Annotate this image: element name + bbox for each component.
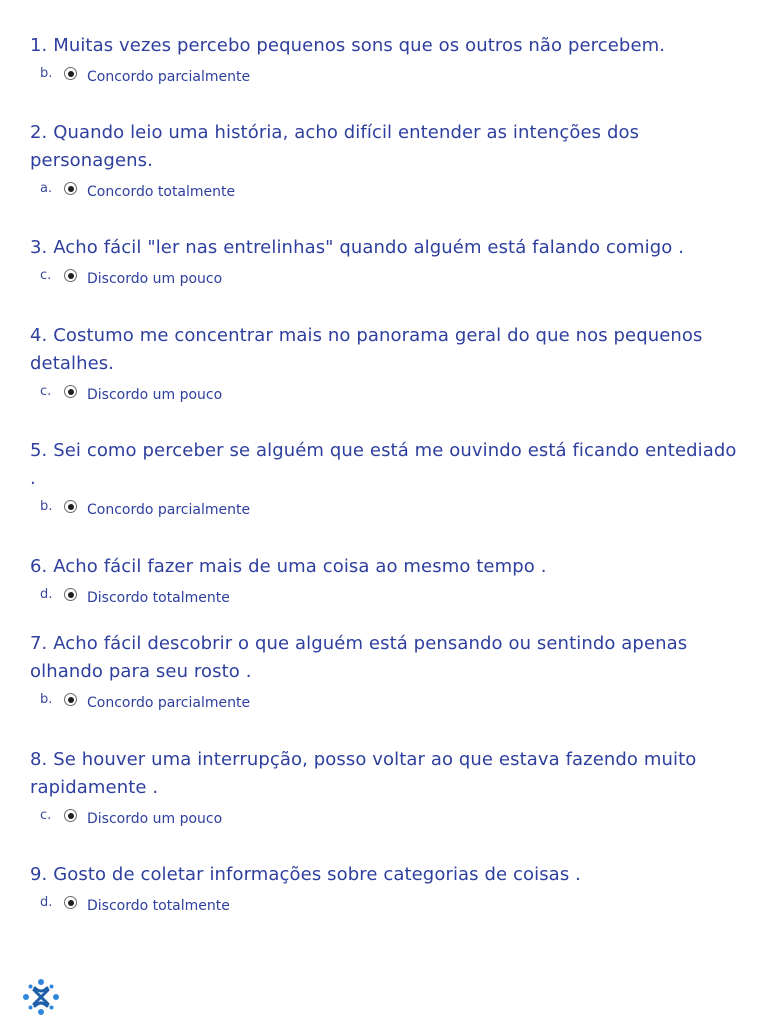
radio-selected-icon[interactable] [64,385,77,398]
question-3 [30,234,742,290]
question-9 [30,861,742,917]
answer-option[interactable] [30,895,742,917]
radio-selected-icon[interactable] [64,693,77,706]
answer-label: Discordo um pouco [87,271,223,287]
question-7 [30,630,742,714]
answer-option[interactable] [30,181,742,203]
question-text: 2. Quando leio uma história, acho difícil entender as intenções dos personagens. [30,122,640,171]
radio-selected-icon[interactable] [64,182,77,195]
option-letter: b. [40,66,53,81]
people-circle-logo-icon [20,976,62,1018]
answer-option[interactable] [30,808,742,830]
answer-label: Discordo totalmente [87,590,230,606]
option-letter: d. [40,895,53,910]
option-letter: b. [40,499,53,514]
radio-selected-icon[interactable] [64,67,77,80]
option-letter: c. [40,384,52,399]
question-text: 5. Sei como perceber se alguém que está me ouvindo está ficando entediado . [30,440,737,489]
radio-selected-icon[interactable] [64,809,77,822]
option-letter: c. [40,268,52,283]
answer-option[interactable] [30,66,742,88]
question-text: 9. Gosto de coletar informações sobre categorias de coisas . [30,864,581,885]
answer-option[interactable] [30,268,742,290]
answer-label: Discordo um pouco [87,811,223,827]
answer-label: Discordo totalmente [87,898,230,914]
answer-option[interactable] [30,384,742,406]
question-text: 7. Acho fácil descobrir o que alguém está pensando ou sentindo apenas olhando para seu rosto . [30,633,688,682]
question-text: 6. Acho fácil fazer mais de uma coisa ao mesmo tempo . [30,556,547,577]
option-letter: b. [40,692,53,707]
radio-selected-icon[interactable] [64,269,77,282]
radio-selected-icon[interactable] [64,896,77,909]
question-text: 1. Muitas vezes percebo pequenos sons que os outros não percebem. [30,35,666,56]
answer-label: Concordo totalmente [87,184,236,200]
question-2 [30,119,742,203]
answer-label: Concordo parcialmente [87,69,251,85]
answer-option[interactable] [30,587,742,609]
question-text: 4. Costumo me concentrar mais no panorama geral do que nos pequenos detalhes. [30,325,703,374]
question-8 [30,746,742,830]
question-1 [30,32,742,88]
question-6 [30,553,742,609]
option-letter: c. [40,808,52,823]
question-text: 3. Acho fácil "ler nas entrelinhas" quando alguém está falando comigo . [30,237,685,258]
question-5 [30,437,742,521]
option-letter: d. [40,587,53,602]
question-4 [30,322,742,406]
radio-selected-icon[interactable] [64,588,77,601]
radio-selected-icon[interactable] [64,500,77,513]
answer-label: Concordo parcialmente [87,502,251,518]
option-letter: a. [40,181,53,196]
question-text: 8. Se houver uma interrupção, posso voltar ao que estava fazendo muito rapidamente . [30,749,697,798]
answer-option[interactable] [30,692,742,714]
answer-label: Concordo parcialmente [87,695,251,711]
answer-option[interactable] [30,499,742,521]
answer-label: Discordo um pouco [87,387,223,403]
